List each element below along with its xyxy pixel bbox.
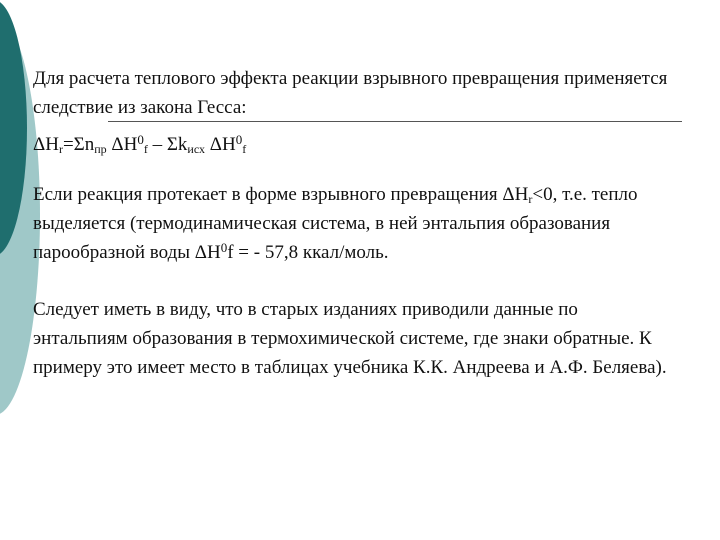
explosion-paragraph: Если реакция протекает в форме взрывного превращения $\Delta H_r<0$, т.е. тепло выделяется (термодинамическая система, в ней энтальпия образования парообразной воды $\Delta H^0f$ = - 57,8 ккал/моль. bbox=[33, 184, 638, 263]
hess-formula: $\Delta H_r=\Sigma n_{пр}$ $\Delta H^0_f - \Sigma k_{исх}$ $\Delta H^0_f$ bbox=[33, 132, 247, 156]
intro-text: Для расчета теплового эффекта реакции взрывного превращения применяется следствие из закона Гесса: bbox=[33, 68, 668, 118]
slide-body bbox=[33, 64, 673, 382]
note-paragraph: Следует иметь в виду, что в старых изданиях приводили данные по энтальпиям образования в термохимической системе, где знаки обратные. К примеру это имеет место в таблицах учебника К.К. Андреева и А.Ф. Беляева). bbox=[33, 299, 667, 378]
